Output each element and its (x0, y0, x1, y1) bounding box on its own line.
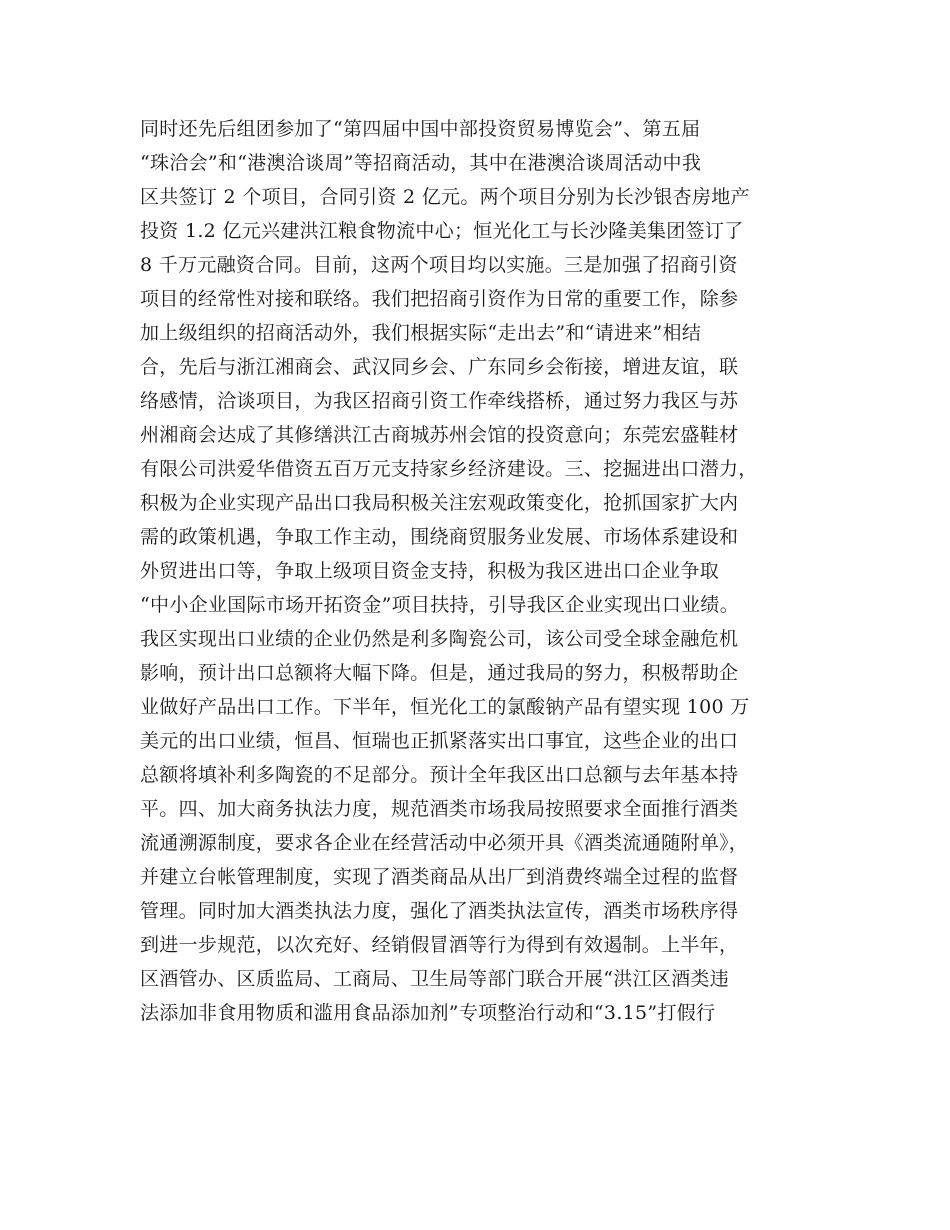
text-line: 加上级组织的招商活动外，我们根据实际“走出去”和“请进来”相结 (140, 322, 702, 344)
text-line: 管理。同时加大酒类执法力度，强化了酒类执法宣传，酒类市场秩序得 (140, 900, 739, 922)
text-line: 并建立台帐管理制度，实现了酒类商品从出厂到消费终端全过程的监督 (140, 866, 739, 888)
text-line: 法添加非食用物质和滥用食品添加剂”专项整治行动和“3.15”打假行 (140, 1002, 716, 1024)
text-line: 项目的经常性对接和联络。我们把招商引资作为日常的重要工作，除参 (140, 288, 739, 310)
text-line: 平。四、加大商务执法力度，规范酒类市场我局按照要求全面推行酒类 (140, 798, 739, 820)
text-line: 总额将填补利多陶瓷的不足部分。预计全年我区出口总额与去年基本持 (140, 764, 739, 786)
text-line: 投资 1.2 亿元兴建洪江粮食物流中心；恒光化工与长沙隆美集团签订了 (140, 220, 744, 242)
body-text (140, 112, 820, 1030)
text-line: 需的政策机遇，争取工作主动，围绕商贸服务业发展、市场体系建设和 (140, 526, 739, 548)
text-line: 州湘商会达成了其修缮洪江古商城苏州会馆的投资意向；东莞宏盛鞋材 (140, 424, 739, 446)
text-line: 影响，预计出口总额将大幅下降。但是，通过我局的努力，积极帮助企 (140, 662, 739, 684)
text-line: 区共签订 2 个项目，合同引资 2 亿元。两个项目分别为长沙银杏房地产 (140, 186, 750, 208)
text-line: 业做好产品出口工作。下半年，恒光化工的氯酸钠产品有望实现 100 万 (140, 696, 750, 718)
text-line: 外贸进出口等，争取上级项目资金支持，积极为我区进出口企业争取 (140, 560, 720, 582)
text-line: 我区实现出口业绩的企业仍然是利多陶瓷公司，该公司受全球金融危机 (140, 628, 739, 650)
text-line: 8 千万元融资合同。目前，这两个项目均以实施。三是加强了招商引资 (140, 254, 738, 276)
text-line: 积极为企业实现产品出口我局积极关注宏观政策变化，抢抓国家扩大内 (140, 492, 739, 514)
text-line: “珠洽会”和“港澳洽谈周”等招商活动，其中在港澳洽谈周活动中我 (140, 152, 702, 174)
text-line: 有限公司洪爱华借资五百万元支持家乡经济建设。三、挖掘进出口潜力， (140, 458, 758, 480)
text-line: 美元的出口业绩，恒昌、恒瑞也正抓紧落实出口事宜，这些企业的出口 (140, 730, 739, 752)
text-line: 络感情，洽谈项目，为我区招商引资工作牵线搭桥，通过努力我区与苏 (140, 390, 739, 412)
text-line: 合，先后与浙江湘商会、武汉同乡会、广东同乡会衔接，增进友谊，联 (140, 356, 739, 378)
text-line: 同时还先后组团参加了“第四届中国中部投资贸易博览会”、第五届 (140, 118, 701, 140)
text-line: 区酒管办、区质监局、工商局、卫生局等部门联合开展“洪江区酒类违 (140, 968, 730, 990)
text-line: 到进一步规范，以次充好、经销假冒酒等行为得到有效遏制。上半年， (140, 934, 739, 956)
text-line: 流通溯源制度，要求各企业在经营活动中必须开具《酒类流通随附单》， (140, 832, 749, 854)
text-line: “中小企业国际市场开拓资金”项目扶持，引导我区企业实现出口业绩。 (140, 594, 740, 616)
